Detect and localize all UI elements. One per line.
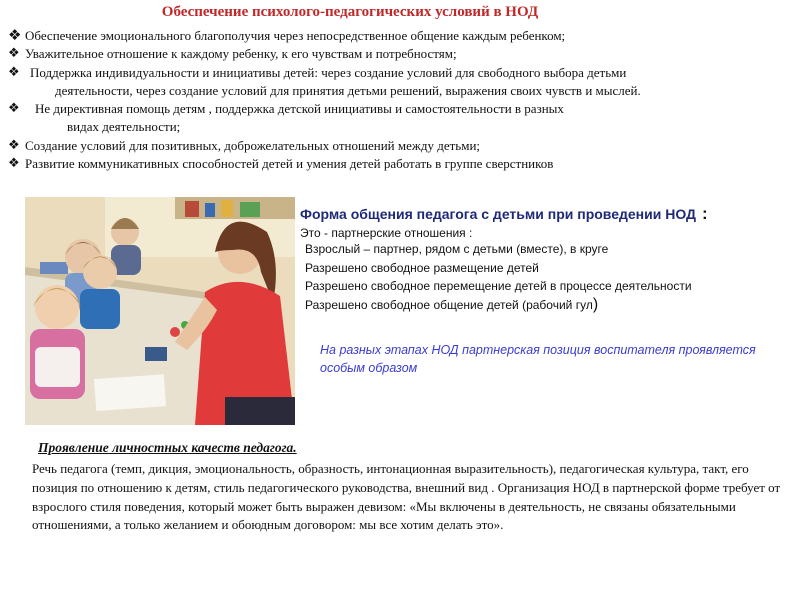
list-item-text: Обеспечение эмоционального благополучия через непосредственное общение каждым ребенком; [25,28,566,43]
form-subtitle: Это - партнерские отношения : [300,226,473,240]
diamond-bullet-icon: ❖ [8,137,20,153]
list-item-text: Создание условий для позитивных, доброжелательных отношений между детьми; [25,137,481,153]
diamond-bullet-icon: ❖ [8,101,20,117]
communication-form [300,204,795,314]
list-item-text: Поддержка индивидуальности и инициативы детей: через создание условий для свободного выбора детьми [30,64,627,80]
list-item [8,155,793,173]
form-line-paren: ) [592,295,599,313]
form-line-text: Разрешено свободное общение детей (рабочий гул [305,297,593,312]
list-item [8,45,793,63]
list-item-continuation: деятельности, через создание условий для принятия детьми решений, выражения своих чувств и мыслей. [55,82,641,98]
qualities-heading: Проявление личностных качеств педагога. [38,440,297,455]
list-item [8,100,793,137]
diamond-bullet-icon: ❖ [8,46,20,62]
qualities-text: Речь педагога (темп, дикция, эмоциональность, образность, интонационная выразительность), педагогическая культура, такт, его позиция по отношению к детям, стиль педагогического руководства, внешний вид . Организация НОД в партнерской форме требует от взрослого стиля поведения, который может быть выражен девизом: «Мы включены в деятельность, не связаны обязательными отношениями, а только желанием и обоюдным договором: мы все хотим делать это». [32,461,781,533]
classroom-photo [25,197,295,425]
form-line: Разрешено свободное перемещение детей в процессе деятельности [305,279,692,293]
form-line [300,296,795,315]
form-heading-colon: : [702,204,708,223]
diamond-bullet-icon: ❖ [8,64,20,80]
list-item-text: Не директивная помощь детям , поддержка детской инициативы и самостоятельности в разных [35,101,564,117]
form-heading-text: Форма общения педагога с детьми при проведении НОД [300,206,697,222]
list-item [8,27,793,45]
teacher-qualities [32,440,792,535]
diamond-bullet-icon: ❖ [8,156,20,172]
diamond-bullet-icon: ❖ [8,26,22,44]
form-heading [300,204,795,224]
list-item [8,137,793,155]
conditions-list [8,27,793,173]
form-line: Разрешено свободное размещение детей [305,260,539,275]
partner-position-note: На разных этапах НОД партнерская позиция воспитателя проявляется особым образом [320,343,756,375]
form-line: Взрослый – партнер, рядом с детьми (вместе), в круге [305,242,609,256]
page-title: Обеспечение психолого-педагогических условий в НОД [161,4,539,20]
list-item-text: Развитие коммуникативных способностей детей и умения детей работать в группе сверстников [25,156,554,172]
list-item-continuation: видах деятельности; [67,119,181,135]
list-item [8,64,793,101]
list-item-text: Уважительное отношение к каждому ребенку, к его чувствам и потребностям; [25,46,457,62]
